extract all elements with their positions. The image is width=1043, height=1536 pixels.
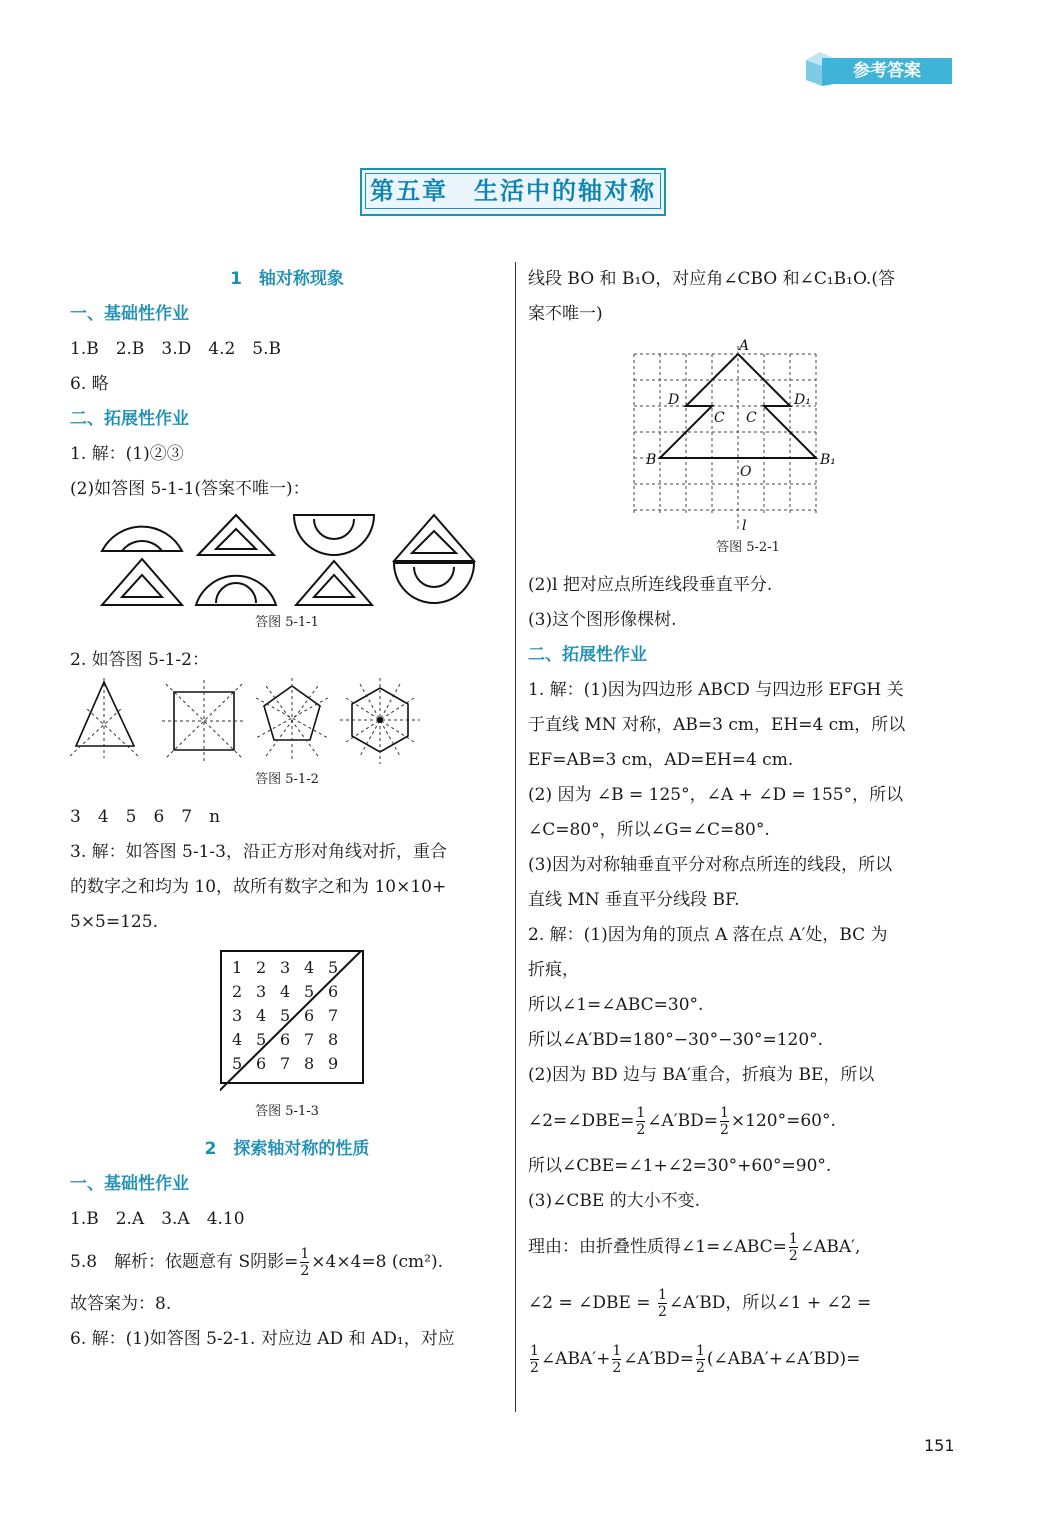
r-line10: (3)因为对称轴垂直平分对称点所连的线段，所以 (528, 855, 893, 875)
chapter-title: 第五章 生活中的轴对称 (365, 173, 661, 209)
r-line17: ∠2=∠DBE= $\frac{1}{2}$ ∠A′BD= $\frac{1}{2}$ ×120°=60°. (528, 1105, 836, 1138)
page-number: 151 (924, 1436, 955, 1455)
s2-line2-b: ×4×4=8 (cm²). (311, 1252, 443, 1272)
grid-cell: 2 (256, 958, 267, 977)
grid-cell: 6 (328, 982, 339, 1001)
r-line13: 折痕， (528, 960, 579, 980)
r-line12: 2. 解：(1)因为角的顶点 A 落在点 A′处，BC 为 (528, 925, 888, 945)
section1-title: 1 轴对称现象 (230, 269, 344, 289)
r-line5: 1. 解：(1)因为四边形 ABCD 与四边形 EFGH 关 (528, 680, 904, 700)
grid-cell: 7 (328, 1006, 339, 1025)
grid-cell: 9 (328, 1054, 339, 1073)
r-line11: 直线 MN 垂直平分线段 BF. (528, 890, 740, 910)
answer-tag-label: 参考答案 (822, 58, 952, 84)
r-line14: 所以∠1=∠ABC=30°. (528, 995, 704, 1015)
s1-line6: 3 4 5 6 7 n (70, 807, 221, 827)
label-O: O (740, 464, 752, 480)
r-line15: 所以∠A′BD=180°−30°−30°=120°. (528, 1030, 824, 1050)
fraction: $\frac{1}{2}$ (300, 1246, 310, 1279)
r-line22: $\frac{1}{2}$ ∠ABA′+ $\frac{1}{2}$ ∠A′BD= $\frac{1}{2}$ (∠ABA′+∠A′BD)= (530, 1343, 861, 1376)
r-line8: (2) 因为 ∠B = 125°，∠A + ∠D = 155°，所以 (528, 785, 904, 805)
grid-cell: 4 (232, 1030, 243, 1049)
s1-line3: 1. 解：(1)②③ (70, 444, 184, 464)
grid-cell: 5 (328, 958, 339, 977)
grid-row (232, 1028, 352, 1052)
caption-5-1-1: 答图 5-1-1 (255, 615, 319, 630)
grid-cell: 2 (232, 982, 243, 1001)
grid-cell: 3 (256, 982, 267, 1001)
r-line9: ∠C=80°，所以∠G=∠C=80°. (528, 820, 770, 840)
grid-cell: 5 (256, 1030, 267, 1049)
grid-cell: 8 (304, 1054, 315, 1073)
chapter-title-box (360, 168, 666, 216)
figure-5-2-1 (528, 336, 968, 536)
r-line21: ∠2 = ∠DBE = $\frac{1}{2}$ ∠A′BD，所以∠1 + ∠2 = (528, 1287, 872, 1320)
grid-cell: 7 (280, 1054, 291, 1073)
grid-row (232, 1004, 352, 1028)
s1-line7: 3. 解：如答图 5-1-3，沿正方形对角线对折，重合 (70, 842, 447, 862)
grid-cell: 6 (256, 1054, 267, 1073)
r-line7: EF=AB=3 cm，AD=EH=4 cm. (528, 750, 794, 770)
grid-row (232, 1052, 352, 1076)
label-A: A (739, 338, 750, 354)
label-C: C (714, 410, 725, 426)
number-grid (232, 956, 352, 1076)
r-line18: 所以∠CBE=∠1+∠2=30°+60°=90°. (528, 1156, 832, 1176)
s1-line9: 5×5=125. (70, 912, 158, 932)
r-line2: 案不唯一) (528, 304, 603, 324)
s2-line2-a: 5.8 解析：依题意有 S阴影= (70, 1252, 299, 1272)
caption-5-1-2: 答图 5-1-2 (255, 772, 319, 787)
left-column (70, 262, 504, 1357)
label-D: D (668, 392, 680, 408)
s1-line4: (2)如答图 5-1-1(答案不唯一)： (70, 479, 310, 499)
grid-row (232, 980, 352, 1004)
label-D1: D₁ (794, 392, 811, 408)
label-C2: C (746, 410, 757, 426)
grid-cell: 3 (232, 1006, 243, 1025)
grid-cell: 3 (280, 958, 291, 977)
r-line16: (2)因为 BD 边与 BA′重合，折痕为 BE，所以 (528, 1065, 875, 1085)
grid-cell: 4 (280, 982, 291, 1001)
right-column (528, 262, 968, 1387)
grid-row (232, 956, 352, 980)
s1-basic-heading: 一、基础性作业 (70, 304, 189, 324)
column-divider (515, 262, 516, 1412)
r-line20: 理由：由折叠性质得∠1=∠ABC= $\frac{1}{2}$ ∠ABA′, (528, 1231, 861, 1264)
grid-cell: 4 (256, 1006, 267, 1025)
grid-cell: 6 (304, 1006, 315, 1025)
figure-5-1-3 (220, 950, 370, 1100)
grid-cell: 8 (328, 1030, 339, 1049)
s1-ext-heading: 二、拓展性作业 (70, 409, 189, 429)
s2-line4: 6. 解：(1)如答图 5-2-1. 对应边 AD 和 AD₁，对应 (70, 1329, 455, 1349)
r-line6: 于直线 MN 对称，AB=3 cm，EH=4 cm，所以 (528, 715, 906, 735)
caption-5-2-1: 答图 5-2-1 (716, 540, 780, 555)
label-l: l (742, 518, 747, 534)
grid-cell: 7 (304, 1030, 315, 1049)
s1-line5: 2. 如答图 5-1-2： (70, 650, 209, 670)
grid-cell: 1 (232, 958, 243, 977)
r-line4: (3)这个图形像棵树. (528, 610, 677, 630)
grid-cell: 4 (304, 958, 315, 977)
answer-tag (804, 48, 952, 88)
s2-line1: 1.B 2.A 3.A 4.10 (70, 1209, 245, 1229)
s2-line3: 故答案为：8. (70, 1294, 172, 1314)
r-line19: (3)∠CBE 的大小不变. (528, 1191, 701, 1211)
grid-cell: 5 (232, 1054, 243, 1073)
s2-basic-heading: 一、基础性作业 (70, 1174, 189, 1194)
s1-line2: 6. 略 (70, 374, 109, 394)
figure-5-1-1 (70, 511, 490, 611)
s1-line1: 1.B 2.B 3.D 4.2 5.B (70, 339, 282, 359)
figure-5-1-2 (70, 678, 490, 768)
grid-cell: 5 (280, 1006, 291, 1025)
label-B1: B₁ (820, 452, 836, 468)
r-line1: 线段 BO 和 B₁O，对应角∠CBO 和∠C₁B₁O.(答 (528, 269, 895, 289)
r-ext-heading: 二、拓展性作业 (528, 645, 647, 665)
grid-cell: 6 (280, 1030, 291, 1049)
caption-5-1-3: 答图 5-1-3 (255, 1104, 319, 1119)
grid-cell: 5 (304, 982, 315, 1001)
s1-line8: 的数字之和均为 10，故所有数字之和为 10×10+ (70, 877, 447, 897)
label-B: B (646, 452, 657, 468)
s2-line2 (70, 1237, 504, 1287)
section2-title: 2 探索轴对称的性质 (204, 1139, 370, 1159)
r-line3: (2)l 把对应点所连线段垂直平分. (528, 575, 773, 595)
